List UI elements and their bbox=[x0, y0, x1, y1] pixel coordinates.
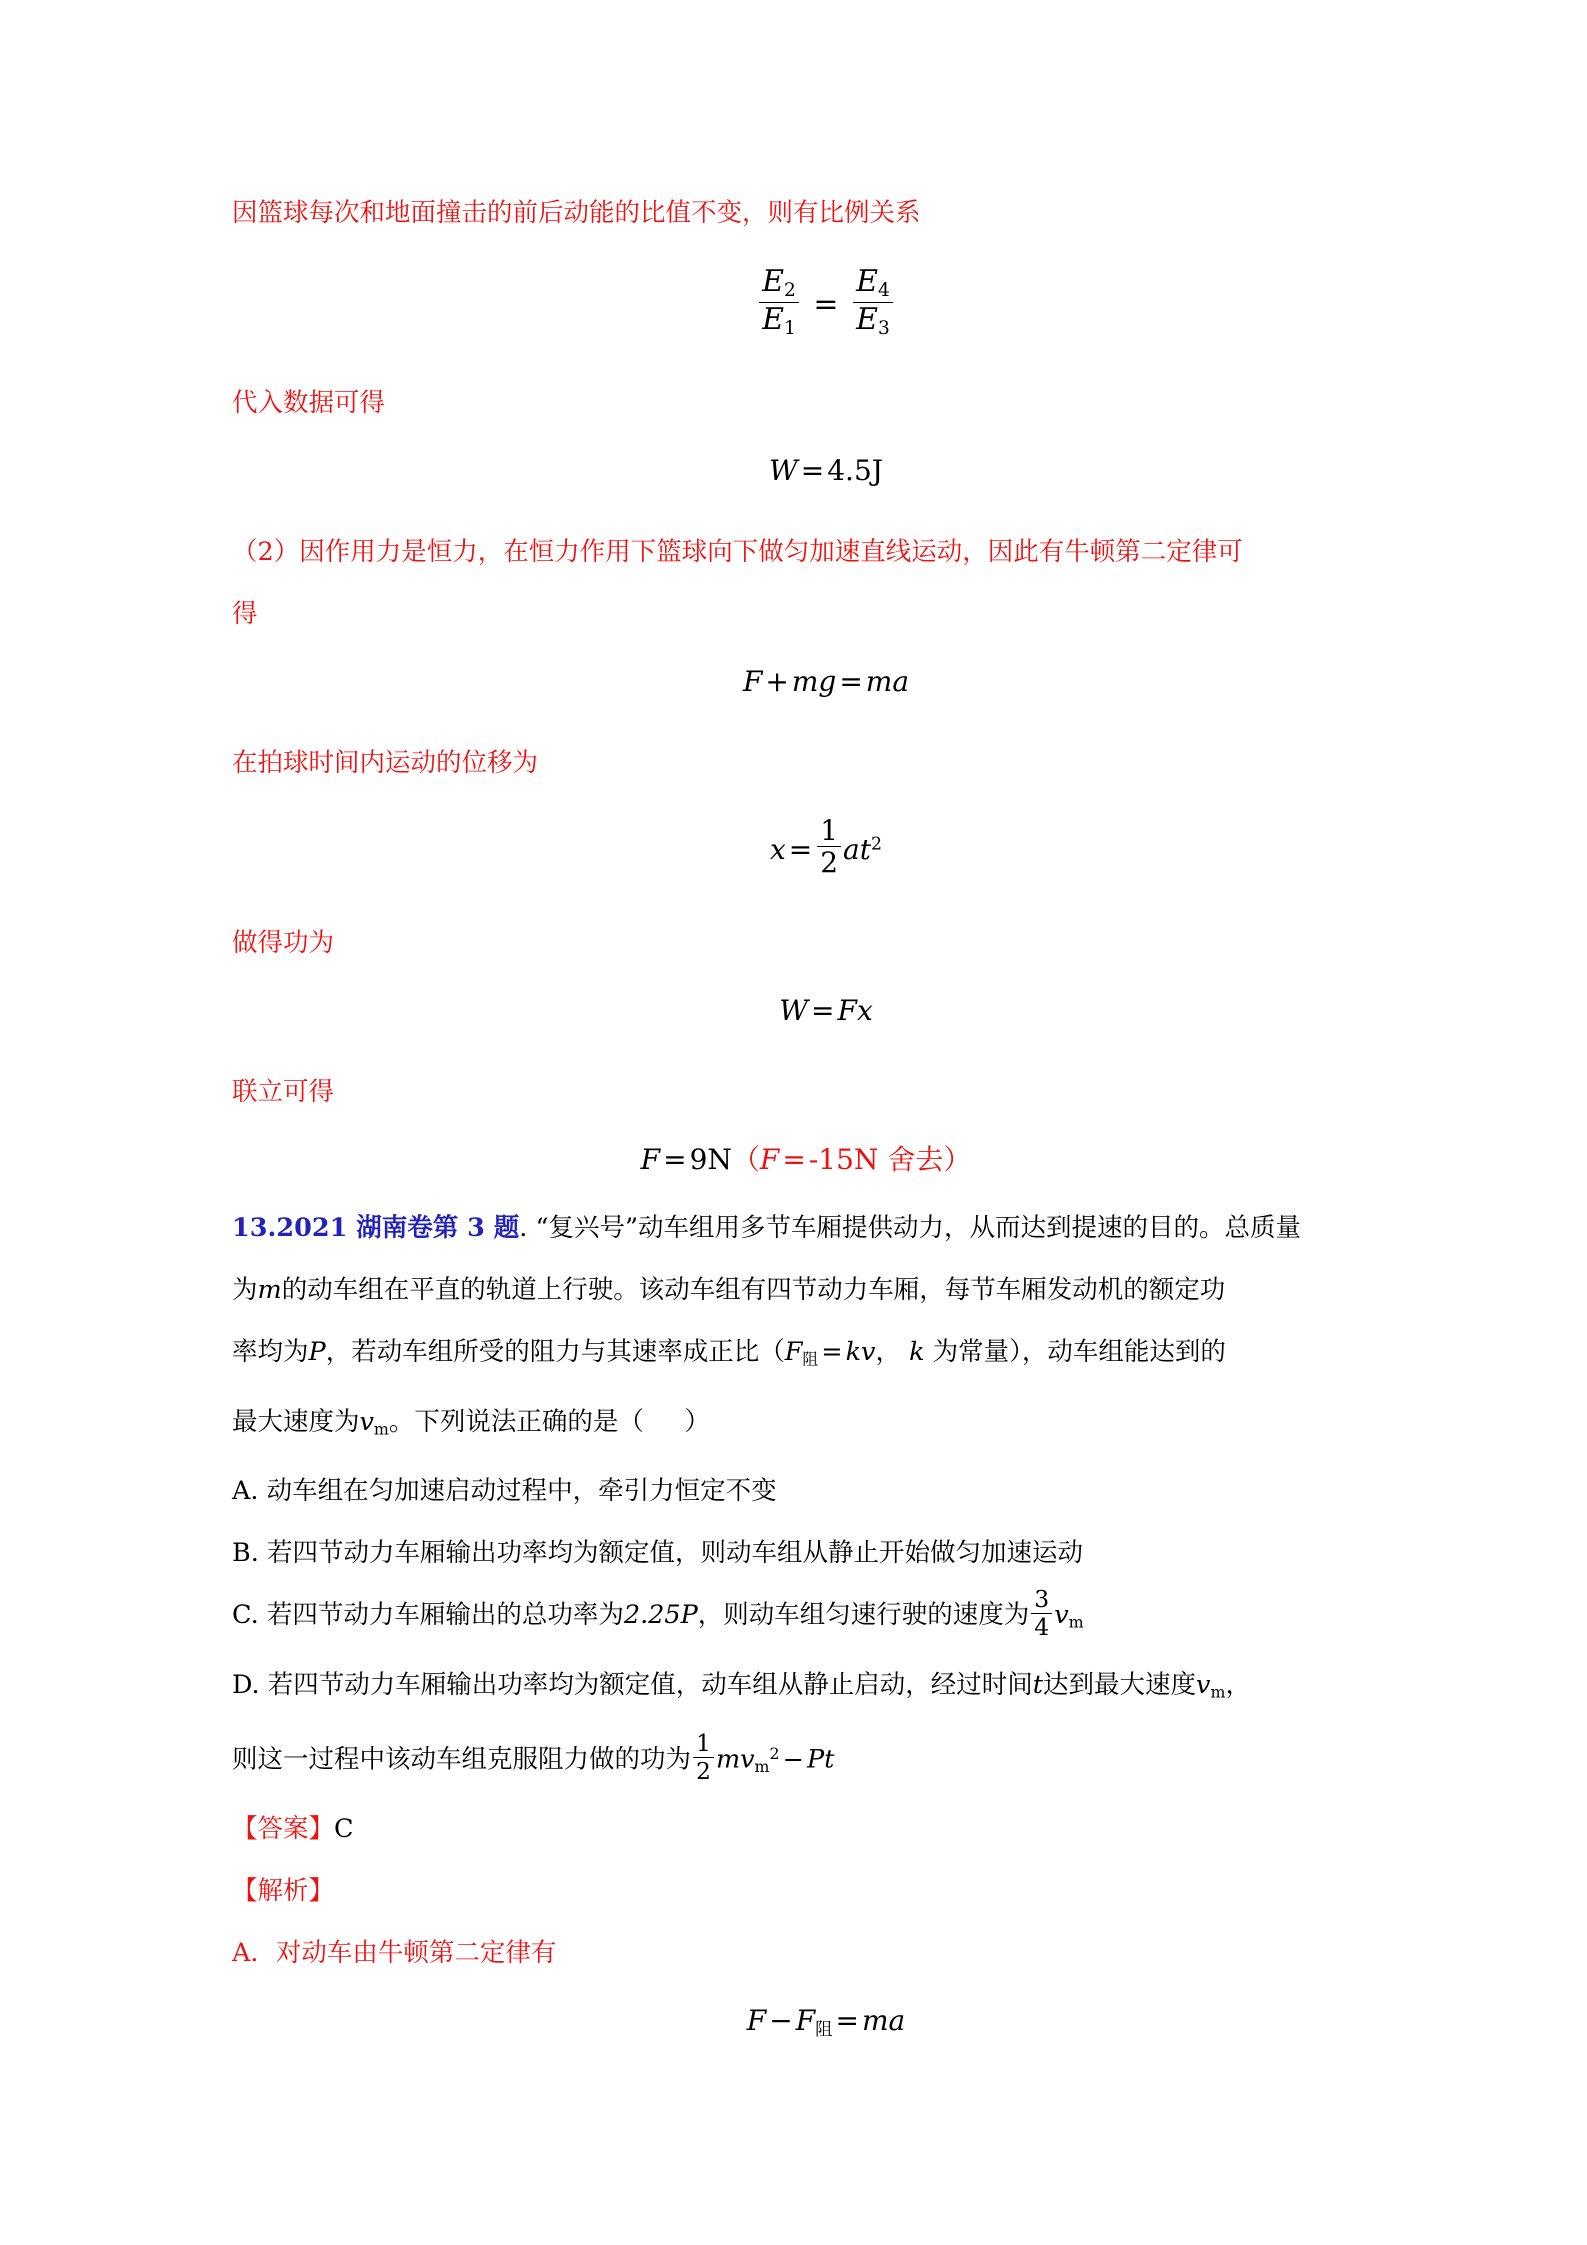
option-a-label: A. bbox=[232, 1476, 259, 1507]
fraction-right-numerator: $E_4$ bbox=[853, 266, 893, 303]
fraction-right bbox=[853, 266, 893, 338]
equation-displacement bbox=[232, 816, 1360, 878]
symbol-P: P bbox=[308, 1337, 326, 1368]
intro-ratio-text: 因篮球每次和地面撞击的前后动能的比值不变，则有比例关系 bbox=[232, 198, 921, 228]
fraction-left-denominator: $E_1$ bbox=[762, 301, 796, 339]
problem-stem-line2 bbox=[232, 1259, 1360, 1321]
option-d-text-mid: 达到最大速度 bbox=[1043, 1669, 1197, 1700]
minus-sign: − bbox=[782, 1744, 804, 1775]
equals-sign: = bbox=[821, 1337, 843, 1368]
option-c-power-value: 2.25P bbox=[623, 1600, 698, 1631]
option-d[interactable] bbox=[232, 1654, 1360, 1723]
equals-sign: = bbox=[663, 1142, 687, 1176]
spacer bbox=[232, 434, 1360, 456]
equals-sign: = bbox=[800, 454, 825, 488]
value-force: 9N bbox=[689, 1142, 732, 1176]
option-a[interactable] bbox=[232, 1460, 1360, 1522]
option-d-text-end: ， bbox=[1225, 1669, 1251, 1700]
spacer bbox=[232, 1175, 1360, 1197]
value-force-rejected: -15N bbox=[808, 1142, 879, 1176]
symbol-mg: mg bbox=[791, 665, 837, 699]
option-c[interactable] bbox=[232, 1584, 1360, 1653]
symbol-t: t bbox=[1032, 1669, 1044, 1700]
substitute-data-text: 代入数据可得 bbox=[232, 388, 386, 419]
spacer bbox=[232, 338, 1360, 372]
symbol-m: m bbox=[257, 1275, 282, 1306]
option-b[interactable] bbox=[232, 1522, 1360, 1584]
exponent-two: 2 bbox=[871, 834, 883, 855]
stem-line4-prefix: 最大速度为 bbox=[232, 1406, 360, 1437]
option-c-label: C. bbox=[232, 1600, 259, 1631]
work-done-text: 做得功为 bbox=[232, 927, 335, 958]
symbol-v: v bbox=[1054, 1600, 1069, 1631]
stem-line3-k-suffix: 为常量 bbox=[932, 1337, 1010, 1368]
problem-source: 湖南卷第 3 题 bbox=[356, 1213, 520, 1244]
equals-sign-2: = bbox=[782, 1142, 806, 1176]
equals-sign: = bbox=[813, 287, 839, 323]
denominator: 2 bbox=[696, 1757, 711, 1786]
option-c-text-mid: ，则动车组匀速行驶的速度为 bbox=[697, 1600, 1030, 1631]
fraction-left-numerator: $E_2$ bbox=[759, 266, 799, 303]
equals-sign: = bbox=[811, 993, 835, 1027]
analysis-label: 【解析】 bbox=[232, 1876, 335, 1907]
subscript-zu: 阻 bbox=[815, 2020, 833, 2041]
problem-stem-line3: 率均为P，若动车组所受的阻力与其速率成正比（$F_阻$ = kv， k 为常量），动车组能达到的 bbox=[232, 1337, 1226, 1369]
analysis-option-a-line: A．对动车由牛顿第二定律有 bbox=[232, 1938, 557, 1969]
symbol-F-rejected: F bbox=[759, 1142, 780, 1176]
equals-sign: = bbox=[835, 2004, 859, 2038]
symbol-Pt: Pt bbox=[806, 1744, 835, 1775]
symbol-v: v bbox=[740, 1744, 755, 1775]
symbol-W: W bbox=[779, 993, 809, 1027]
stem-line4-suffix: 。下列说法正确的是（ bbox=[388, 1406, 644, 1437]
symbol-v: v bbox=[359, 1406, 374, 1437]
numerator: 1 bbox=[693, 1731, 714, 1758]
spacer bbox=[232, 974, 1360, 996]
equation-force-result bbox=[232, 1142, 1360, 1176]
spacer bbox=[232, 244, 1360, 266]
part2-statement-line2: 得 bbox=[232, 599, 258, 630]
discard-label: 舍去 bbox=[887, 1142, 944, 1176]
subscript-m: m bbox=[373, 1419, 389, 1439]
stem-line2-text: 的动车组在平直的轨道上行驶。该动车组有四节动力车厢，每节车厢发动机的额定功 bbox=[281, 1275, 1226, 1306]
stem-line3-text: ，若动车组所受的阻力与其速率成正比（ bbox=[325, 1337, 785, 1368]
displacement-text: 在拍球时间内运动的位移为 bbox=[232, 748, 539, 779]
symbol-W: W bbox=[768, 454, 798, 488]
equation-newton-second-law-2 bbox=[232, 2006, 1360, 2040]
symbol-F: F bbox=[742, 665, 763, 699]
spacer bbox=[232, 878, 1360, 912]
fraction-left bbox=[759, 266, 799, 338]
subscript-m: m bbox=[1210, 1682, 1226, 1702]
symbol-t: t bbox=[859, 832, 871, 866]
part2-statement-line1: （2）因作用力是恒力，在恒力作用下篮球向下做匀加速直线运动，因此有牛顿第二定律可 bbox=[232, 537, 1243, 568]
stem-line2-prefix: 为 bbox=[232, 1275, 258, 1306]
numerator: 3 bbox=[1031, 1587, 1052, 1614]
equals-sign: = bbox=[839, 665, 863, 699]
symbol-ma: ma bbox=[861, 2004, 906, 2038]
symbol-v: v bbox=[1196, 1669, 1211, 1700]
problem-stem-line1: . “复兴号”动车组用多节车厢提供动力，从而达到提速的目的。总质量 bbox=[519, 1213, 1302, 1244]
combine-text: 联立可得 bbox=[232, 1076, 335, 1107]
paren-close: ） bbox=[943, 1142, 972, 1176]
answer-label: 【答案】 bbox=[232, 1814, 335, 1845]
stem-line4-close-paren: ） bbox=[684, 1406, 710, 1437]
symbol-F: F bbox=[837, 993, 857, 1027]
symbol-F: F bbox=[640, 1142, 661, 1176]
spacer bbox=[232, 794, 1360, 816]
symbol-F-resist: F bbox=[784, 1337, 803, 1368]
equation-newton-second-law bbox=[232, 667, 1360, 698]
symbol-kv: kv bbox=[845, 1337, 876, 1368]
spacer bbox=[232, 645, 1360, 667]
answer-line bbox=[232, 1798, 1360, 1860]
symbol-a: a bbox=[843, 832, 860, 866]
symbol-F-resist: F bbox=[795, 2004, 816, 2038]
symbol-x: x bbox=[769, 832, 786, 866]
symbol-ma: ma bbox=[865, 665, 910, 699]
option-d-text-before: 若四节动力车厢输出功率均为额定值，动车组从静止启动，经过时间 bbox=[267, 1669, 1033, 1700]
spacer bbox=[232, 698, 1360, 732]
stem-line3-prefix: 率均为 bbox=[232, 1337, 309, 1368]
spacer bbox=[232, 487, 1360, 521]
subscript-m: m bbox=[1068, 1612, 1084, 1632]
plus-sign: + bbox=[765, 665, 789, 699]
fraction-one-half bbox=[817, 816, 841, 878]
subscript-zu: 阻 bbox=[802, 1349, 819, 1369]
value-work: 4.5J bbox=[827, 454, 883, 488]
symbol-k: k bbox=[909, 1337, 925, 1368]
symbol-F: F bbox=[746, 2004, 767, 2038]
fraction-right-denominator: $E_3$ bbox=[856, 301, 890, 339]
numerator: 1 bbox=[817, 816, 841, 847]
problem-number: 13.2021 bbox=[232, 1213, 348, 1244]
equation-energy-ratio bbox=[232, 266, 1360, 338]
minus-sign: − bbox=[769, 2004, 793, 2038]
spacer bbox=[232, 1984, 1360, 2006]
problem-stem-line4 bbox=[232, 1391, 1360, 1460]
subscript-m: m bbox=[754, 1757, 770, 1777]
option-b-text: 若四节动力车厢输出功率均为额定值，则动车组从静止开始做匀加速运动 bbox=[266, 1538, 1083, 1569]
stem-line3-end: ），动车组能达到的 bbox=[1009, 1337, 1226, 1368]
option-d-label: D. bbox=[232, 1669, 260, 1700]
option-a-text: 动车组在匀加速启动过程中，牵引力恒定不变 bbox=[266, 1476, 777, 1507]
symbol-m: m bbox=[715, 1744, 741, 1775]
denominator: 4 bbox=[1034, 1612, 1050, 1641]
equals-sign: = bbox=[788, 832, 813, 866]
answer-value: C bbox=[334, 1814, 354, 1845]
symbol-x: x bbox=[856, 993, 873, 1027]
equation-work-value bbox=[232, 456, 1360, 487]
option-c-text-before: 若四节动力车厢输出的总功率为 bbox=[266, 1600, 624, 1631]
paren-open: （ bbox=[731, 1142, 760, 1176]
fraction-one-half bbox=[693, 1729, 714, 1786]
denominator: 2 bbox=[820, 846, 839, 880]
option-d-line2 bbox=[232, 1723, 1360, 1798]
fraction-three-quarters bbox=[1031, 1584, 1052, 1641]
exponent-two: 2 bbox=[769, 1744, 780, 1764]
equation-work-fx bbox=[232, 993, 1360, 1027]
option-d-line2-prefix: 则这一过程中该动车组克服阻力做的功为 bbox=[232, 1744, 692, 1775]
page-content bbox=[232, 182, 1360, 2040]
spacer bbox=[232, 1123, 1360, 1145]
problem-13-heading-line bbox=[232, 1197, 1360, 1259]
spacer bbox=[232, 1027, 1360, 1061]
option-b-label: B. bbox=[232, 1538, 259, 1569]
